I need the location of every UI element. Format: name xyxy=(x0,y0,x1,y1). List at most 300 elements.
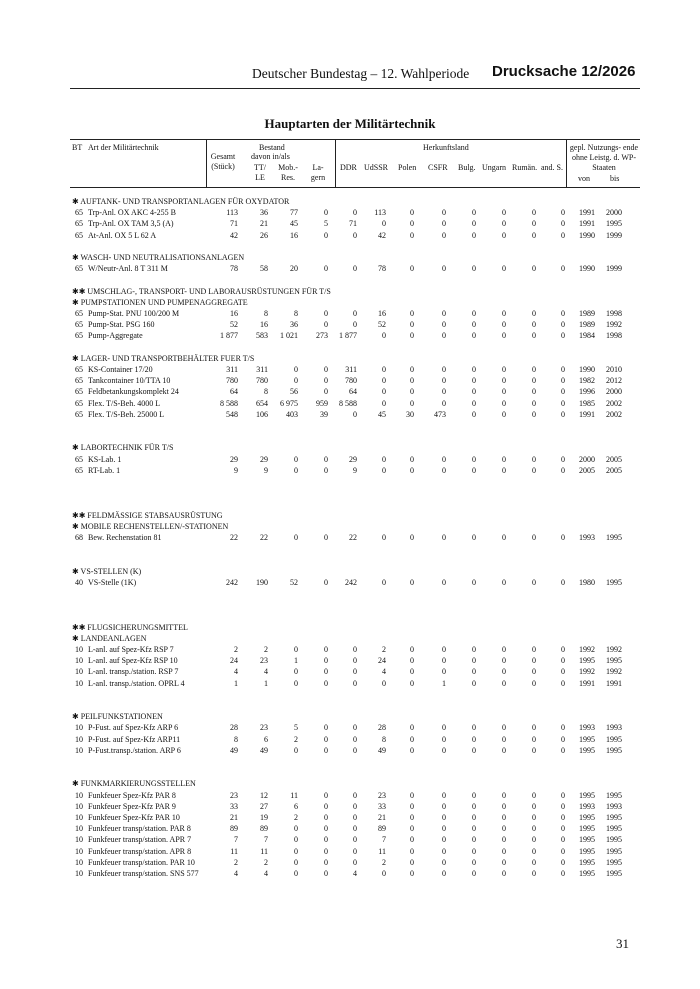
cell-value: 21 xyxy=(378,813,386,822)
table-row xyxy=(0,319,700,330)
cell-value: 89 xyxy=(230,824,238,834)
table-row xyxy=(0,454,700,465)
cell-bt: 10 xyxy=(75,869,83,878)
cell-name: Bew. Rechenstation 81 xyxy=(88,533,162,542)
cell-value: 23 xyxy=(378,790,386,800)
cell-value: 2000 xyxy=(606,387,622,397)
table-row xyxy=(0,409,700,420)
cell-value: 1991 xyxy=(606,678,622,688)
cell-value: 26 xyxy=(260,230,268,240)
cell-value: 21 xyxy=(260,219,268,229)
cell-value: 0 xyxy=(410,208,414,218)
cell-value: 0 xyxy=(561,309,565,318)
cell-value: 0 xyxy=(502,577,506,587)
cell-value: 0 xyxy=(410,813,414,822)
cell-value: 106 xyxy=(256,409,268,419)
section-heading xyxy=(0,778,700,789)
cell-value: 8 xyxy=(382,734,386,744)
cell-value: 0 xyxy=(532,409,536,419)
cell-name: P-Fust. auf Spez-Kfz ARP 6 xyxy=(88,723,179,733)
col-divider xyxy=(206,140,207,187)
section-heading-text: ✱ LABORTECHNIK FÜR T/S xyxy=(72,443,174,453)
cell-value: 23 xyxy=(260,723,268,733)
cell-value: 0 xyxy=(324,667,328,677)
cell-name: Pump-Aggregate xyxy=(88,331,143,341)
col-header-mob: Mob.- Res. xyxy=(278,163,298,182)
table-header-rule xyxy=(70,187,640,188)
section-heading-text: ✱✱ UMSCHLAG-, TRANSPORT- UND LABORAUSRÜSTUNGEN FÜR T/S xyxy=(72,286,331,296)
cell-value: 0 xyxy=(502,824,506,834)
cell-value: 0 xyxy=(472,857,476,867)
cell-value: 33 xyxy=(378,801,386,811)
cell-value: 1990 xyxy=(579,230,595,240)
cell-value: 0 xyxy=(502,678,506,688)
cell-value: 1995 xyxy=(606,824,622,834)
cell-value: 22 xyxy=(260,533,268,542)
cell-value: 4 xyxy=(234,869,238,878)
cell-value: 11 xyxy=(260,846,268,856)
cell-value: 1 877 xyxy=(339,331,357,341)
cell-value: 0 xyxy=(324,577,328,587)
cell-bt: 65 xyxy=(75,454,83,464)
cell-value: 5 xyxy=(324,219,328,229)
cell-value: 0 xyxy=(532,577,536,587)
cell-value: 0 xyxy=(382,365,386,374)
section-heading-text: ✱ MOBILE RECHENSTELLEN/-STATIONEN xyxy=(72,521,229,531)
cell-value: 0 xyxy=(442,230,446,240)
section-heading-text: ✱ WASCH- UND NEUTRALISATIONSANLAGEN xyxy=(72,253,245,262)
cell-value: 0 xyxy=(472,398,476,408)
cell-value: 0 xyxy=(502,533,506,542)
cell-value: 0 xyxy=(442,533,446,542)
cell-value: 0 xyxy=(532,398,536,408)
cell-name: Funkfeuer transp/station. APR 8 xyxy=(88,846,192,856)
cell-value: 113 xyxy=(374,208,386,218)
cell-value: 33 xyxy=(230,801,238,811)
cell-value: 0 xyxy=(442,801,446,811)
cell-value: 0 xyxy=(353,208,357,218)
cell-value: 0 xyxy=(410,465,414,475)
cell-value: 0 xyxy=(532,734,536,744)
cell-value: 0 xyxy=(472,846,476,856)
cell-value: 0 xyxy=(410,320,414,330)
cell-value: 0 xyxy=(324,824,328,834)
cell-bt: 10 xyxy=(75,801,83,811)
cell-value: 1993 xyxy=(606,723,622,733)
cell-value: 0 xyxy=(561,667,565,677)
cell-value: 78 xyxy=(230,264,238,274)
cell-value: 0 xyxy=(410,678,414,688)
header-rule xyxy=(70,88,640,89)
col-divider xyxy=(566,140,567,187)
cell-value: 0 xyxy=(442,835,446,845)
section-heading xyxy=(0,196,700,207)
cell-value: 0 xyxy=(532,208,536,218)
section-heading xyxy=(0,510,700,521)
cell-value: 64 xyxy=(230,387,238,397)
cell-value: 0 xyxy=(382,376,386,386)
cell-value: 0 xyxy=(472,869,476,878)
cell-value: 0 xyxy=(294,454,298,464)
cell-value: 0 xyxy=(294,869,298,878)
cell-value: 29 xyxy=(260,454,268,464)
cell-value: 0 xyxy=(561,230,565,240)
col-header-nutzungsende: gepl. Nutzungs- ende ohne Leistg. d. WP-Staaten xyxy=(569,143,639,172)
table-row xyxy=(0,644,700,655)
cell-value: 0 xyxy=(442,667,446,677)
cell-value: 113 xyxy=(226,208,238,218)
cell-value: 0 xyxy=(502,309,506,318)
table-row xyxy=(0,857,700,868)
cell-value: 8 xyxy=(234,734,238,744)
cell-value: 0 xyxy=(442,219,446,229)
cell-value: 0 xyxy=(502,745,506,755)
cell-value: 0 xyxy=(442,723,446,733)
cell-value: 2000 xyxy=(606,208,622,218)
cell-value: 0 xyxy=(532,465,536,475)
cell-value: 0 xyxy=(324,656,328,666)
cell-value: 780 xyxy=(345,376,357,386)
cell-value: 0 xyxy=(324,790,328,800)
cell-value: 0 xyxy=(442,869,446,878)
cell-value: 0 xyxy=(442,745,446,755)
cell-value: 0 xyxy=(472,577,476,587)
cell-value: 11 xyxy=(378,846,386,856)
cell-value: 22 xyxy=(349,533,357,542)
cell-value: 0 xyxy=(502,869,506,878)
cell-value: 0 xyxy=(502,387,506,397)
cell-value: 0 xyxy=(410,365,414,374)
cell-value: 29 xyxy=(349,454,357,464)
cell-name: Funkfeuer Spez-Kfz PAR 9 xyxy=(88,801,176,811)
cell-value: 0 xyxy=(561,790,565,800)
table-row xyxy=(0,812,700,823)
cell-value: 71 xyxy=(230,219,238,229)
cell-value: 0 xyxy=(324,230,328,240)
cell-value: 242 xyxy=(345,577,357,587)
cell-value: 0 xyxy=(442,387,446,397)
cell-value: 0 xyxy=(561,813,565,822)
cell-value: 0 xyxy=(353,835,357,845)
cell-value: 0 xyxy=(353,678,357,688)
cell-value: 0 xyxy=(561,454,565,464)
cell-value: 0 xyxy=(353,723,357,733)
cell-value: 0 xyxy=(502,835,506,845)
cell-value: 0 xyxy=(324,835,328,845)
cell-value: 0 xyxy=(561,723,565,733)
cell-value: 49 xyxy=(378,745,386,755)
cell-name: Pump-Stat. PNU 100/200 M xyxy=(88,309,180,318)
cell-value: 0 xyxy=(324,264,328,274)
cell-value: 58 xyxy=(260,264,268,274)
cell-value: 0 xyxy=(472,645,476,654)
cell-value: 8 588 xyxy=(220,398,238,408)
cell-value: 0 xyxy=(502,365,506,374)
cell-value: 0 xyxy=(472,813,476,822)
table-row xyxy=(0,868,700,879)
col-header-herkunftsland: Herkunftsland xyxy=(423,143,469,152)
cell-value: 0 xyxy=(353,667,357,677)
cell-value: 0 xyxy=(442,454,446,464)
cell-value: 49 xyxy=(260,745,268,755)
cell-value: 0 xyxy=(410,734,414,744)
cell-value: 0 xyxy=(472,790,476,800)
cell-value: 311 xyxy=(345,365,357,374)
cell-value: 21 xyxy=(230,813,238,822)
cell-value: 0 xyxy=(532,824,536,834)
cell-value: 0 xyxy=(561,387,565,397)
cell-name: Flex. T/S-Beh. 25000 L xyxy=(88,409,165,419)
cell-value: 0 xyxy=(532,331,536,341)
cell-value: 1985 xyxy=(579,398,595,408)
cell-value: 0 xyxy=(324,454,328,464)
cell-value: 0 xyxy=(502,264,506,274)
cell-value: 0 xyxy=(410,398,414,408)
cell-value: 1995 xyxy=(579,869,595,878)
cell-value: 0 xyxy=(353,320,357,330)
cell-value: 56 xyxy=(290,387,298,397)
section-heading xyxy=(0,252,700,263)
cell-value: 0 xyxy=(502,376,506,386)
section-heading xyxy=(0,521,700,532)
cell-value: 0 xyxy=(324,376,328,386)
cell-value: 0 xyxy=(532,219,536,229)
cell-value: 0 xyxy=(532,656,536,666)
cell-value: 1992 xyxy=(606,320,622,330)
cell-value: 1995 xyxy=(606,577,622,587)
cell-bt: 65 xyxy=(75,376,83,386)
cell-value: 583 xyxy=(256,331,268,341)
cell-value: 0 xyxy=(410,835,414,845)
cell-value: 2 xyxy=(382,857,386,867)
cell-value: 4 xyxy=(382,667,386,677)
cell-value: 1995 xyxy=(579,835,595,845)
cell-value: 0 xyxy=(561,264,565,274)
cell-value: 71 xyxy=(349,219,357,229)
cell-value: 0 xyxy=(294,835,298,845)
cell-value: 2002 xyxy=(606,398,622,408)
cell-value: 12 xyxy=(260,790,268,800)
table-top-rule xyxy=(70,139,640,140)
cell-value: 42 xyxy=(378,230,386,240)
table-row xyxy=(0,722,700,733)
cell-value: 36 xyxy=(260,208,268,218)
section-heading xyxy=(0,442,700,453)
cell-value: 0 xyxy=(502,846,506,856)
cell-value: 1990 xyxy=(579,365,595,374)
table-row xyxy=(0,465,700,476)
section-heading xyxy=(0,711,700,722)
table-row xyxy=(0,308,700,319)
cell-value: 959 xyxy=(316,398,328,408)
cell-value: 0 xyxy=(410,533,414,542)
cell-value: 89 xyxy=(378,824,386,834)
col-header-country: Polen xyxy=(398,163,417,172)
cell-value: 0 xyxy=(353,264,357,274)
cell-value: 780 xyxy=(256,376,268,386)
cell-value: 1995 xyxy=(579,857,595,867)
cell-name: Funkfeuer transp/station. PAR 8 xyxy=(88,824,191,834)
cell-value: 0 xyxy=(502,667,506,677)
cell-value: 1995 xyxy=(579,813,595,822)
section-heading-text: ✱✱ FLUGSICHERUNGSMITTEL xyxy=(72,622,188,632)
cell-value: 1995 xyxy=(579,734,595,744)
cell-value: 0 xyxy=(472,365,476,374)
cell-value: 0 xyxy=(410,376,414,386)
cell-value: 2012 xyxy=(606,376,622,386)
cell-value: 0 xyxy=(353,745,357,755)
cell-value: 0 xyxy=(324,813,328,822)
cell-value: 45 xyxy=(378,409,386,419)
cell-value: 0 xyxy=(442,813,446,822)
cell-value: 780 xyxy=(226,376,238,386)
cell-bt: 65 xyxy=(75,230,83,240)
cell-value: 0 xyxy=(502,454,506,464)
cell-value: 1995 xyxy=(606,790,622,800)
cell-value: 0 xyxy=(324,465,328,475)
cell-value: 0 xyxy=(472,309,476,318)
cell-value: 1982 xyxy=(579,376,595,386)
table-row xyxy=(0,532,700,543)
cell-value: 0 xyxy=(353,801,357,811)
cell-value: 0 xyxy=(561,824,565,834)
cell-name: Funkfeuer transp/station. SNS 577 xyxy=(88,869,199,878)
cell-value: 0 xyxy=(324,208,328,218)
cell-value: 0 xyxy=(294,667,298,677)
col-header-bis: bis xyxy=(610,174,620,183)
cell-value: 1 021 xyxy=(280,331,298,341)
cell-name: Funkfeuer transp/station. PAR 10 xyxy=(88,857,195,867)
cell-name: L-anl. auf Spez-Kfz RSP 7 xyxy=(88,645,174,654)
cell-bt: 65 xyxy=(75,219,83,229)
cell-value: 0 xyxy=(502,219,506,229)
cell-value: 0 xyxy=(324,309,328,318)
cell-value: 473 xyxy=(434,409,446,419)
cell-value: 1992 xyxy=(579,645,595,654)
table-row xyxy=(0,734,700,745)
cell-name: Trp-Anl. OX TAM 3,5 (A) xyxy=(88,219,174,229)
table-row xyxy=(0,330,700,341)
cell-value: 1992 xyxy=(606,645,622,654)
table-row xyxy=(0,666,700,677)
cell-name: KS-Lab. 1 xyxy=(88,454,122,464)
cell-bt: 10 xyxy=(75,835,83,845)
cell-value: 0 xyxy=(472,723,476,733)
cell-value: 2000 xyxy=(579,454,595,464)
col-header-davon: davon in/als xyxy=(251,152,290,161)
table-row xyxy=(0,834,700,845)
cell-value: 45 xyxy=(290,219,298,229)
cell-value: 0 xyxy=(561,577,565,587)
cell-value: 8 588 xyxy=(339,398,357,408)
cell-value: 1995 xyxy=(579,745,595,755)
cell-value: 0 xyxy=(410,454,414,464)
table-row xyxy=(0,823,700,834)
cell-value: 20 xyxy=(290,264,298,274)
cell-value: 0 xyxy=(472,230,476,240)
cell-value: 2 xyxy=(294,813,298,822)
cell-value: 49 xyxy=(230,745,238,755)
cell-value: 23 xyxy=(230,790,238,800)
cell-value: 0 xyxy=(502,723,506,733)
cell-name: L-anl. transp./station. RSP 7 xyxy=(88,667,179,677)
cell-value: 0 xyxy=(532,678,536,688)
cell-value: 1995 xyxy=(606,857,622,867)
cell-value: 0 xyxy=(472,835,476,845)
cell-value: 0 xyxy=(561,734,565,744)
cell-value: 0 xyxy=(442,320,446,330)
col-header-country: DDR xyxy=(340,163,357,172)
cell-value: 0 xyxy=(410,745,414,755)
table-row xyxy=(0,386,700,397)
cell-value: 1995 xyxy=(606,533,622,542)
cell-value: 1995 xyxy=(606,734,622,744)
cell-value: 0 xyxy=(472,678,476,688)
cell-value: 0 xyxy=(382,219,386,229)
cell-value: 0 xyxy=(472,465,476,475)
table-row xyxy=(0,790,700,801)
cell-value: 8 xyxy=(264,309,268,318)
cell-value: 0 xyxy=(502,331,506,341)
cell-value: 1 xyxy=(264,678,268,688)
cell-value: 0 xyxy=(561,398,565,408)
cell-name: Feldbetankungskomplekt 24 xyxy=(88,387,179,397)
cell-value: 0 xyxy=(472,824,476,834)
cell-value: 0 xyxy=(502,320,506,330)
header-document-number: Drucksache 12/2026 xyxy=(492,63,636,80)
cell-bt: 68 xyxy=(75,533,83,542)
cell-value: 0 xyxy=(294,857,298,867)
cell-value: 0 xyxy=(382,678,386,688)
table-row xyxy=(0,263,700,274)
cell-value: 0 xyxy=(442,264,446,274)
cell-value: 0 xyxy=(353,846,357,856)
cell-value: 7 xyxy=(234,835,238,845)
cell-name: Funkfeuer transp/station. APR 7 xyxy=(88,835,192,845)
cell-value: 0 xyxy=(472,409,476,419)
cell-value: 0 xyxy=(410,309,414,318)
cell-value: 0 xyxy=(561,656,565,666)
cell-value: 0 xyxy=(324,387,328,397)
cell-value: 64 xyxy=(349,387,357,397)
cell-name: Tankcontainer 10/TTA 10 xyxy=(88,376,171,386)
cell-value: 2 xyxy=(234,857,238,867)
cell-name: Funkfeuer Spez-Kfz PAR 10 xyxy=(88,813,180,822)
cell-value: 27 xyxy=(260,801,268,811)
cell-value: 0 xyxy=(410,790,414,800)
cell-value: 77 xyxy=(290,208,298,218)
cell-value: 0 xyxy=(532,857,536,867)
cell-value: 0 xyxy=(410,264,414,274)
cell-bt: 10 xyxy=(75,656,83,666)
cell-value: 0 xyxy=(502,734,506,744)
cell-value: 0 xyxy=(472,219,476,229)
col-header-bt: BT xyxy=(72,143,83,152)
section-heading xyxy=(0,297,700,308)
cell-value: 0 xyxy=(353,857,357,867)
cell-value: 8 xyxy=(294,309,298,318)
cell-value: 0 xyxy=(532,387,536,397)
cell-name: Pump-Stat. PSG 160 xyxy=(88,320,155,330)
cell-value: 0 xyxy=(502,813,506,822)
cell-bt: 10 xyxy=(75,813,83,822)
cell-value: 0 xyxy=(502,409,506,419)
cell-value: 1995 xyxy=(606,869,622,878)
cell-value: 0 xyxy=(410,230,414,240)
cell-value: 6 xyxy=(264,734,268,744)
cell-value: 0 xyxy=(324,723,328,733)
cell-value: 2 xyxy=(234,645,238,654)
